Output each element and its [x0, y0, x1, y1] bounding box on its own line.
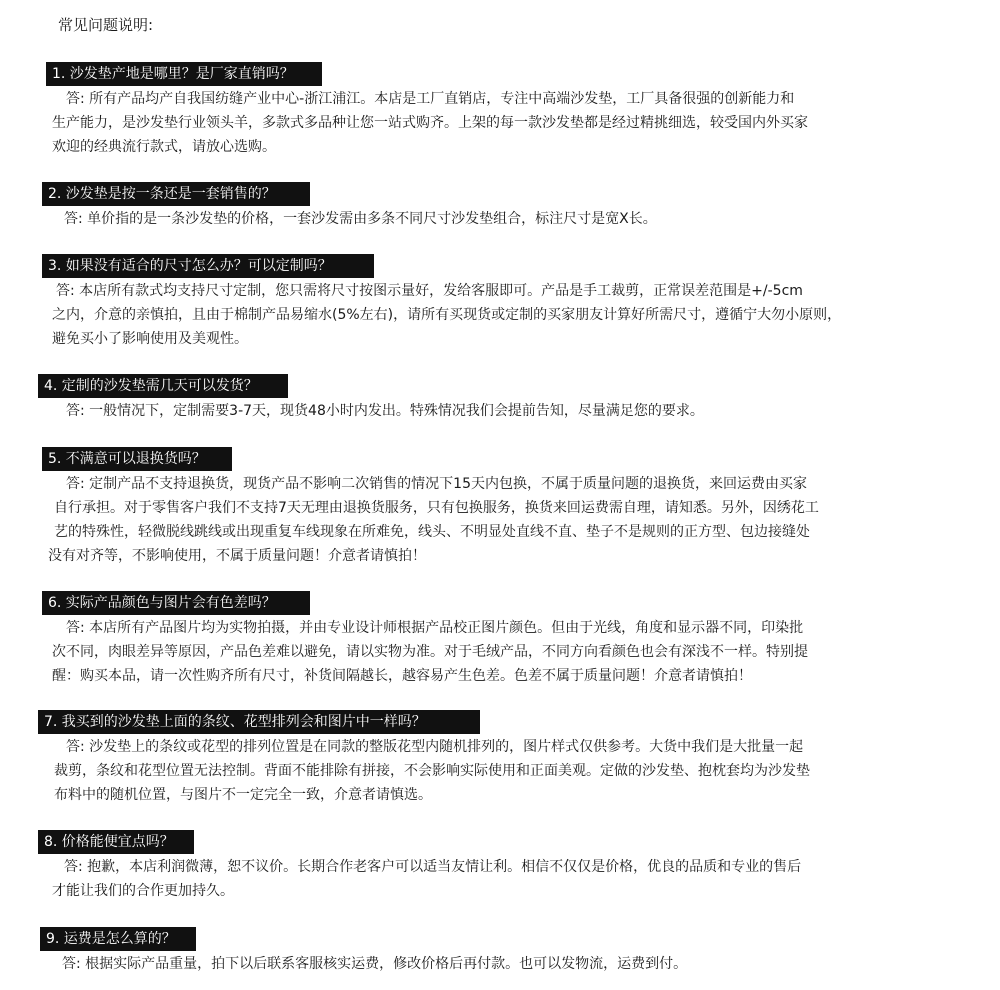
faq-answer-7-line-3: 布料中的随机位置，与图片不一定完全一致，介意者请慎选。 [54, 787, 432, 803]
faq-question-4: 4. 定制的沙发垫需几天可以发货？ [38, 374, 288, 398]
faq-question-9: 9. 运费是怎么算的？ [40, 927, 196, 951]
faq-answer-1-line-2: 生产能力，是沙发垫行业领头羊，多款式多品种让您一站式购齐。上架的每一款沙发垫都是经过精挑细选，较受国内外买家 [52, 115, 808, 131]
faq-question-8: 8. 价格能便宜点吗？ [38, 830, 194, 854]
faq-answer-7-line-2: 裁剪，条纹和花型位置无法控制。背面不能排除有拼接，不会影响实际使用和正面美观。定做的沙发垫、抱枕套均为沙发垫 [54, 763, 810, 779]
faq-question-1: 1. 沙发垫产地是哪里？是厂家直销吗？ [46, 62, 322, 86]
faq-answer-4-line-1: 答: 一般情况下，定制需要3-7天，现货48小时内发出。特殊情况我们会提前告知，尽量满足您的要求。 [66, 403, 704, 419]
faq-answer-8-line-1: 答: 抱歉，本店利润微薄，恕不议价。长期合作老客户可以适当友情让利。相信不仅仅是价格，优良的品质和专业的售后 [64, 859, 802, 875]
faq-answer-6-line-2: 次不同，肉眼差异等原因，产品色差难以避免，请以实物为准。对于毛绒产品，不同方向看颜色也会有深浅不一样。特别提 [52, 644, 808, 660]
faq-answer-3-line-3: 避免买小了影响使用及美观性。 [52, 331, 248, 347]
faq-question-7: 7. 我买到的沙发垫上面的条纹、花型排列会和图片中一样吗？ [38, 710, 480, 734]
faq-answer-3-line-2: 之内，介意的亲慎拍，且由于棉制产品易缩水(5%左右)，请所有买现货或定制的买家朋友计算好所需尺寸，遵循宁大勿小原则， [52, 307, 842, 323]
faq-answer-5-line-4: 没有对齐等，不影响使用，不属于质量问题！介意者请慎拍！ [48, 548, 426, 564]
faq-answer-1-line-3: 欢迎的经典流行款式，请放心选购。 [52, 139, 276, 155]
faq-answer-2-line-1: 答: 单价指的是一条沙发垫的价格，一套沙发需由多条不同尺寸沙发垫组合，标注尺寸是宽X长。 [64, 211, 657, 227]
faq-answer-8-line-2: 才能让我们的合作更加持久。 [52, 883, 234, 899]
faq-answer-5-line-3: 艺的特殊性，轻微脱线跳线或出现重复车线现象在所难免，线头、不明显处直线不直、垫子不是规则的正方型、包边接缝处 [54, 524, 810, 540]
faq-question-6: 6. 实际产品颜色与图片会有色差吗？ [42, 591, 310, 615]
faq-answer-3-line-1: 答: 本店所有款式均支持尺寸定制，您只需将尺寸按图示量好，发给客服即可。产品是手工裁剪，正常误差范围是+/-5cm [56, 283, 803, 299]
faq-answer-6-line-3: 醒：购买本品，请一次性购齐所有尺寸，补货间隔越长，越容易产生色差。色差不属于质量问题！介意者请慎拍！ [52, 668, 752, 684]
faq-answer-7-line-1: 答: 沙发垫上的条纹或花型的排列位置是在同款的整版花型内随机排列的，图片样式仅供参考。大货中我们是大批量一起 [66, 739, 804, 755]
faq-answer-9-line-1: 答: 根据实际产品重量，拍下以后联系客服核实运费，修改价格后再付款。也可以发物流，运费到付。 [62, 956, 688, 972]
page-heading: 常见问题说明: [58, 16, 154, 34]
faq-answer-5-line-1: 答: 定制产品不支持退换货，现货产品不影响二次销售的情况下15天内包换，不属于质量问题的退换货，来回运费由买家 [66, 476, 807, 492]
faq-answer-5-line-2: 自行承担。对于零售客户我们不支持7天无理由退换货服务，只有包换服务，换货来回运费需自理，请知悉。另外，因绣花工 [54, 500, 819, 516]
faq-question-2: 2. 沙发垫是按一条还是一套销售的？ [42, 182, 310, 206]
faq-answer-6-line-1: 答: 本店所有产品图片均为实物拍摄，并由专业设计师根据产品校正图片颜色。但由于光线，角度和显示器不同，印染批 [66, 620, 804, 636]
faq-question-3: 3. 如果没有适合的尺寸怎么办？可以定制吗？ [42, 254, 374, 278]
faq-answer-1-line-1: 答: 所有产品均产自我国纺缝产业中心-浙江浦江。本店是工厂直销店，专注中高端沙发垫，工厂具备很强的创新能力和 [66, 91, 795, 107]
faq-question-5: 5. 不满意可以退换货吗？ [42, 447, 232, 471]
